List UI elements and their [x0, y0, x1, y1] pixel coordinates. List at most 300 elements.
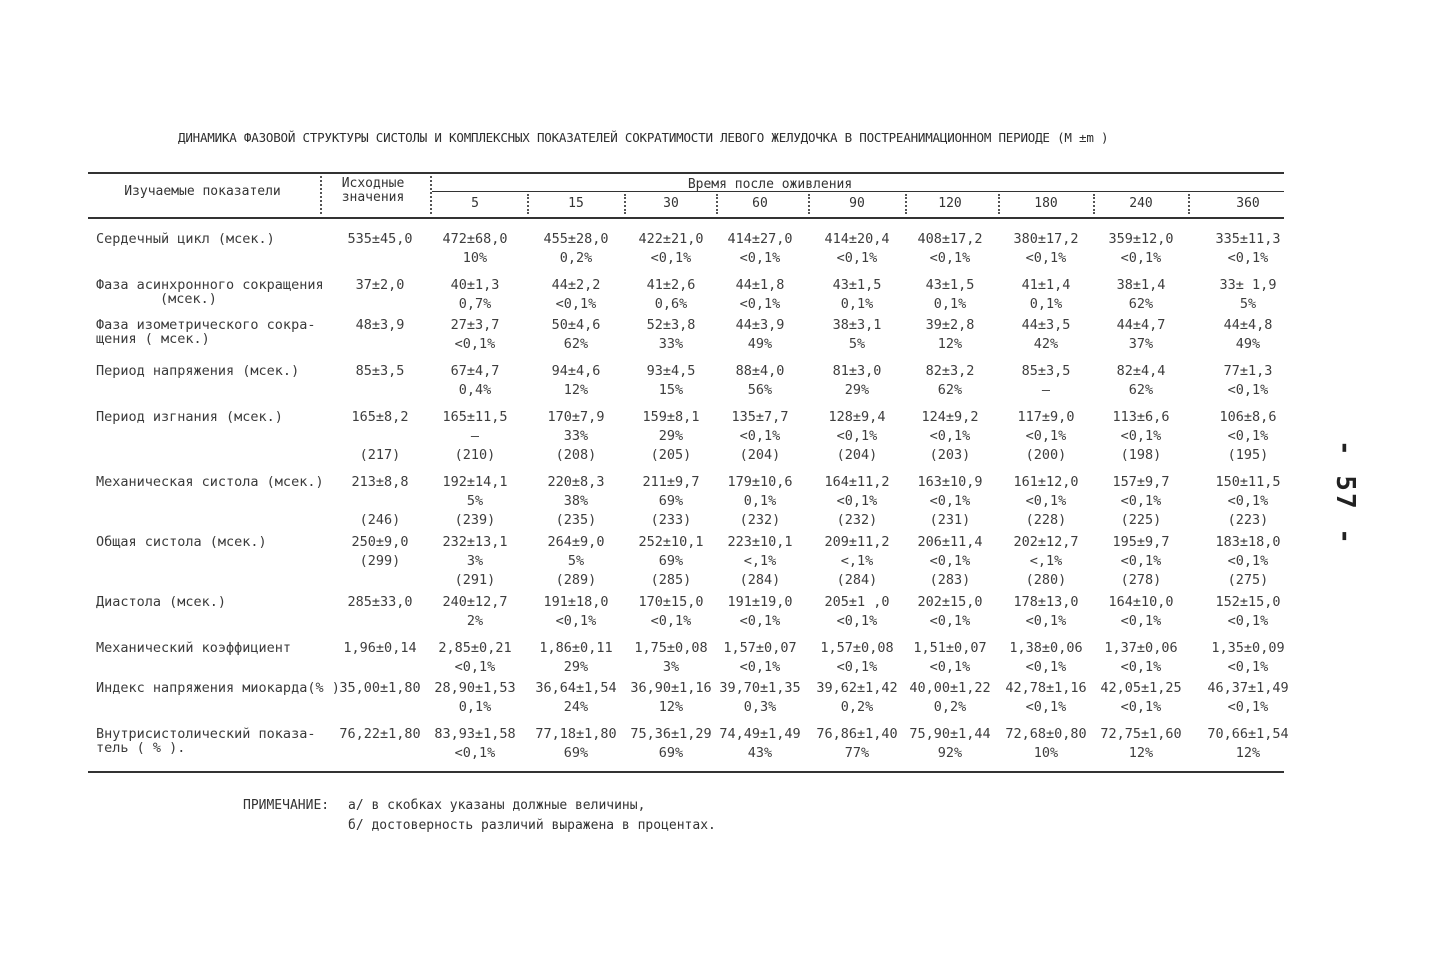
row-label — [96, 364, 299, 378]
cell-line: (223) — [1227, 512, 1269, 528]
cell-line: (239) — [454, 512, 496, 528]
cell-line: 1,35±0,09 — [1211, 640, 1285, 656]
row-label-line: Общая систола (мсек.) — [96, 534, 267, 550]
cell-line: 535±45,0 — [347, 231, 413, 247]
cell-line: 414±20,4 — [824, 231, 890, 247]
cell-line: 264±9,0 — [547, 534, 605, 550]
table-cell — [1081, 533, 1201, 590]
row-label — [96, 318, 315, 346]
cell-line: 82±3,2 — [925, 363, 975, 379]
cell-line: 170±15,0 — [638, 594, 704, 610]
row-label-line: Внутрисистолический показа- — [96, 726, 316, 742]
time-header: 90 — [849, 196, 865, 211]
cell-line: 1,75±0,08 — [634, 640, 708, 656]
time-header: 5 — [471, 196, 479, 211]
time-header: 240 — [1129, 196, 1153, 211]
cell-line: 88±4,0 — [735, 363, 785, 379]
cell-line: <0,1% — [454, 745, 496, 761]
note-line-b: б/ достоверность различий выражена в процентах. — [348, 818, 716, 833]
cell-line: 43% — [747, 745, 773, 761]
cell-line: 85±3,5 — [1021, 363, 1071, 379]
cell-line: <0,1% — [1025, 659, 1067, 675]
cell-line: <0,1% — [929, 553, 971, 569]
cell-line: 77,18±1,80 — [535, 726, 617, 742]
cell-line: 36,90±1,16 — [630, 680, 712, 696]
cell-line: 42,05±1,25 — [1100, 680, 1182, 696]
cell-line: 40±1,3 — [450, 277, 500, 293]
cell-line: <0,1% — [1227, 699, 1269, 715]
row-label-line: Механическая систола (мсек.) — [96, 474, 324, 490]
cell-line: 28,90±1,53 — [434, 680, 516, 696]
row-label-line: Фаза изометрического сокра- — [96, 317, 316, 333]
cell-line: 29% — [658, 428, 684, 444]
row-label-line: Индекс напряжения миокарда(% ) — [96, 680, 340, 696]
time-header-divider — [905, 194, 907, 214]
cell-line: 12% — [563, 382, 589, 398]
cell-line: 37% — [1128, 336, 1154, 352]
cell-line: <,1% — [840, 553, 874, 569]
cell-line: 0,1% — [933, 296, 967, 312]
cell-line: 192±14,1 — [442, 474, 508, 490]
cell-line: 191±19,0 — [727, 594, 793, 610]
cell-line: (203) — [929, 447, 971, 463]
cell-line: <0,1% — [1227, 250, 1269, 266]
cell-line: 77±1,3 — [1223, 363, 1273, 379]
cell-line: (291) — [454, 572, 496, 588]
table-cell — [1188, 408, 1308, 465]
cell-line: 75,36±1,29 — [630, 726, 712, 742]
page-number: - 57 - — [1330, 440, 1360, 546]
cell-line: 69% — [658, 493, 684, 509]
table-cell — [1081, 362, 1201, 400]
cell-line: 33% — [563, 428, 589, 444]
cell-line: 414±27,0 — [727, 231, 793, 247]
time-header-divider — [808, 194, 810, 214]
cell-line: 48±3,9 — [355, 317, 405, 333]
cell-line: 0,4% — [458, 382, 492, 398]
cell-line: (210) — [454, 447, 496, 463]
table-cell — [1081, 316, 1201, 354]
cell-line: (204) — [739, 447, 781, 463]
cell-line: 40,00±1,22 — [909, 680, 991, 696]
cell-line: <0,1% — [836, 250, 878, 266]
cell-line: 62% — [937, 382, 963, 398]
row-label — [96, 641, 291, 655]
cell-line: <0,1% — [1120, 699, 1162, 715]
cell-line: (232) — [836, 512, 878, 528]
time-header-divider — [527, 194, 529, 214]
cell-line: 12% — [1128, 745, 1154, 761]
cell-line: 178±13,0 — [1013, 594, 1079, 610]
cell-line: 165±8,2 — [351, 409, 409, 425]
cell-line: <0,1% — [1120, 493, 1162, 509]
cell-line: 164±10,0 — [1108, 594, 1174, 610]
cell-line: 240±12,7 — [442, 594, 508, 610]
header-bottom-rule — [88, 217, 1284, 219]
cell-line: 170±7,9 — [547, 409, 605, 425]
cell-line: 165±11,5 — [442, 409, 508, 425]
cell-line: 92% — [937, 745, 963, 761]
cell-line: 191±18,0 — [543, 594, 609, 610]
cell-line: 52±3,8 — [646, 317, 696, 333]
table-cell — [1188, 679, 1308, 717]
cell-line: 39±2,8 — [925, 317, 975, 333]
cell-line: 205±1 ,0 — [824, 594, 890, 610]
cell-line: 81±3,0 — [832, 363, 882, 379]
table-cell — [1081, 725, 1201, 763]
time-group-header: Время после оживления — [687, 177, 853, 192]
cell-line: <0,1% — [739, 428, 781, 444]
cell-line: <0,1% — [1120, 659, 1162, 675]
cell-line: 56% — [747, 382, 773, 398]
cell-line: 94±4,6 — [551, 363, 601, 379]
note-label: ПРИМЕЧАНИЕ: — [243, 798, 330, 813]
cell-line: 0,2% — [933, 699, 967, 715]
cell-line: 0,1% — [458, 699, 492, 715]
cell-line: 135±7,7 — [731, 409, 789, 425]
cell-line: 113±6,6 — [1112, 409, 1170, 425]
cell-line: 44±2,2 — [551, 277, 601, 293]
cell-line: 36,64±1,54 — [535, 680, 617, 696]
initial-values-header — [328, 177, 418, 205]
cell-line: 161±12,0 — [1013, 474, 1079, 490]
cell-line: 39,70±1,35 — [719, 680, 801, 696]
cell-line: 72,75±1,60 — [1100, 726, 1182, 742]
cell-line: <0,1% — [929, 659, 971, 675]
cell-line: 0,6% — [654, 296, 688, 312]
table-cell — [1081, 473, 1201, 530]
cell-line: 0,2% — [840, 699, 874, 715]
cell-line: 195±9,7 — [1112, 534, 1170, 550]
cell-line: 33% — [658, 336, 684, 352]
cell-line: <0,1% — [739, 659, 781, 675]
cell-line: (299) — [359, 553, 401, 569]
time-header: 60 — [752, 196, 768, 211]
cell-line: 455±28,0 — [543, 231, 609, 247]
cell-line: <0,1% — [929, 250, 971, 266]
cell-line: 74,49±1,49 — [719, 726, 801, 742]
table-cell — [1081, 639, 1201, 677]
cell-line: 213±8,8 — [351, 474, 409, 490]
row-label — [96, 595, 226, 609]
cell-line: 211±9,7 — [642, 474, 700, 490]
row-label-line: (мсек.) — [160, 291, 217, 307]
table-cell — [1188, 316, 1308, 354]
cell-line: 72,68±0,80 — [1005, 726, 1087, 742]
cell-line: <0,1% — [836, 659, 878, 675]
cell-line: 49% — [1235, 336, 1261, 352]
cell-line: <,1% — [1029, 553, 1063, 569]
row-label-line: Период напряжения (мсек.) — [96, 363, 300, 379]
cell-line: <0,1% — [929, 493, 971, 509]
cell-line: (235) — [555, 512, 597, 528]
indicator-header: Изучаемые показатели — [124, 184, 281, 199]
row-label — [96, 535, 267, 549]
cell-line: 76,86±1,40 — [816, 726, 898, 742]
cell-line: 44±4,8 — [1223, 317, 1273, 333]
cell-line: 183±18,0 — [1215, 534, 1281, 550]
cell-line: (232) — [739, 512, 781, 528]
table-bottom-rule — [88, 771, 1284, 773]
cell-line: 164±11,2 — [824, 474, 890, 490]
cell-line: 335±11,3 — [1215, 231, 1281, 247]
time-header-divider — [716, 194, 718, 214]
cell-line: 62% — [1128, 296, 1154, 312]
cell-line: (208) — [555, 447, 597, 463]
table-cell — [1081, 276, 1201, 314]
cell-line: (284) — [739, 572, 781, 588]
cell-line: 69% — [563, 745, 589, 761]
cell-line: 1,51±0,07 — [913, 640, 987, 656]
cell-line: 359±12,0 — [1108, 231, 1174, 247]
cell-line: <0,1% — [555, 296, 597, 312]
cell-line: 0,3% — [743, 699, 777, 715]
cell-line: (289) — [555, 572, 597, 588]
cell-line: 76,22±1,80 — [339, 726, 421, 742]
cell-line: 44±4,7 — [1116, 317, 1166, 333]
cell-line: 85±3,5 — [355, 363, 405, 379]
cell-line: 42,78±1,16 — [1005, 680, 1087, 696]
cell-line: 5% — [848, 336, 866, 352]
time-header: 360 — [1236, 196, 1260, 211]
cell-line: (228) — [1025, 512, 1067, 528]
cell-line: 39,62±1,42 — [816, 680, 898, 696]
cell-line: <,1% — [743, 553, 777, 569]
cell-line: (195) — [1227, 447, 1269, 463]
cell-line: <0,1% — [1227, 382, 1269, 398]
cell-line: 12% — [658, 699, 684, 715]
cell-line: 250±9,0 — [351, 534, 409, 550]
row-label-line: Период изгнания (мсек.) — [96, 409, 283, 425]
cell-line: <0,1% — [1227, 613, 1269, 629]
cell-line: 93±4,5 — [646, 363, 696, 379]
cell-line: 163±10,9 — [917, 474, 983, 490]
cell-line: <0,1% — [739, 613, 781, 629]
cell-line: 38% — [563, 493, 589, 509]
cell-line: 5% — [1239, 296, 1257, 312]
table-cell — [1188, 533, 1308, 590]
cell-line: <0,1% — [1025, 699, 1067, 715]
row-label — [96, 681, 340, 695]
cell-line: 0,1% — [1029, 296, 1063, 312]
cell-line: 69% — [658, 553, 684, 569]
cell-line: <0,1% — [1025, 493, 1067, 509]
cell-line: 220±8,3 — [547, 474, 605, 490]
cell-line: 33± 1,9 — [1219, 277, 1277, 293]
table-cell — [1188, 473, 1308, 530]
cell-line: 43±1,5 — [832, 277, 882, 293]
cell-line: <0,1% — [454, 659, 496, 675]
cell-line: 0,7% — [458, 296, 492, 312]
cell-line: <0,1% — [1227, 553, 1269, 569]
cell-line: (205) — [650, 447, 692, 463]
cell-line: <0,1% — [555, 613, 597, 629]
cell-line: (246) — [359, 512, 401, 528]
cell-line: 1,86±0,11 — [539, 640, 613, 656]
cell-line: <0,1% — [1025, 428, 1067, 444]
table-cell — [1081, 679, 1201, 717]
cell-line: <0,1% — [929, 613, 971, 629]
cell-line: 0,2% — [559, 250, 593, 266]
cell-line: 202±15,0 — [917, 594, 983, 610]
cell-line: 232±13,1 — [442, 534, 508, 550]
cell-line: 2% — [466, 613, 484, 629]
cell-line: 1,57±0,08 — [820, 640, 894, 656]
cell-line: 1,57±0,07 — [723, 640, 797, 656]
cell-line: (198) — [1120, 447, 1162, 463]
cell-line: 46,37±1,49 — [1207, 680, 1289, 696]
cell-line: 62% — [563, 336, 589, 352]
cell-line: 75,90±1,44 — [909, 726, 991, 742]
table-cell — [1188, 725, 1308, 763]
cell-line: 422±21,0 — [638, 231, 704, 247]
header-divider — [430, 176, 432, 214]
cell-line: 69% — [658, 745, 684, 761]
cell-line: 37±2,0 — [355, 277, 405, 293]
cell-line: 1,96±0,14 — [343, 640, 417, 656]
time-header-divider — [998, 194, 1000, 214]
cell-line: 62% — [1128, 382, 1154, 398]
note-line-a: а/ в скобках указаны должные величины, — [348, 798, 646, 813]
cell-line: 117±9,0 — [1017, 409, 1075, 425]
cell-line: 0,1% — [840, 296, 874, 312]
row-label-line: щения ( мсек.) — [96, 331, 210, 347]
cell-line: 206±11,4 — [917, 534, 983, 550]
cell-line: 35,00±1,80 — [339, 680, 421, 696]
cell-line: <0,1% — [1025, 613, 1067, 629]
cell-line: (204) — [836, 447, 878, 463]
header-divider — [320, 176, 322, 214]
cell-line: (217) — [359, 447, 401, 463]
cell-line: (284) — [836, 572, 878, 588]
table-title: ДИНАМИКА ФАЗОВОЙ СТРУКТУРЫ СИСТОЛЫ И КОМПЛЕКСНЫХ ПОКАЗАТЕЛЕЙ СОКРАТИМОСТИ ЛЕВОГО ЖЕЛУДОЧКА В ПОСТРЕАНИМАЦИОННОМ ПЕРИОДЕ (М ±m ) — [178, 130, 1109, 145]
cell-line: 285±33,0 — [347, 594, 413, 610]
table-cell — [1081, 230, 1201, 268]
cell-line: 38±3,1 — [832, 317, 882, 333]
cell-line: (285) — [650, 572, 692, 588]
cell-line: <0,1% — [836, 613, 878, 629]
table-cell — [1188, 230, 1308, 268]
cell-line: 5% — [567, 553, 585, 569]
row-label-line: Диастола (мсек.) — [96, 594, 227, 610]
cell-line: (231) — [929, 512, 971, 528]
cell-line: <0,1% — [739, 296, 781, 312]
cell-line: 29% — [563, 659, 589, 675]
cell-line: 27±3,7 — [450, 317, 500, 333]
cell-line: 202±12,7 — [1013, 534, 1079, 550]
cell-line: <0,1% — [836, 493, 878, 509]
time-header: 15 — [568, 196, 584, 211]
cell-line: (233) — [650, 512, 692, 528]
cell-line: 0,1% — [743, 493, 777, 509]
initial-header-line2: значения — [341, 190, 405, 205]
cell-line: 408±17,2 — [917, 231, 983, 247]
row-label — [96, 410, 283, 424]
cell-line: 252±10,1 — [638, 534, 704, 550]
cell-line: (275) — [1227, 572, 1269, 588]
cell-line: 472±68,0 — [442, 231, 508, 247]
cell-line: 2,85±0,21 — [438, 640, 512, 656]
cell-line: 10% — [462, 250, 488, 266]
cell-line: <0,1% — [1227, 493, 1269, 509]
row-label-line: Фаза асинхронного сокращения — [96, 277, 324, 293]
cell-line: <0,1% — [929, 428, 971, 444]
cell-line: 124±9,2 — [921, 409, 979, 425]
cell-line: <0,1% — [1120, 613, 1162, 629]
top-rule — [88, 172, 1284, 174]
table-cell — [1188, 362, 1308, 400]
cell-line: 44±3,9 — [735, 317, 785, 333]
cell-line: 41±1,4 — [1021, 277, 1071, 293]
cell-line: 15% — [658, 382, 684, 398]
table-cell — [1188, 639, 1308, 677]
cell-line: 42% — [1033, 336, 1059, 352]
cell-line: – — [470, 428, 480, 444]
cell-line: 82±4,4 — [1116, 363, 1166, 379]
table-cell — [1188, 276, 1308, 314]
cell-line: (278) — [1120, 572, 1162, 588]
cell-line: 150±11,5 — [1215, 474, 1281, 490]
cell-line: 1,37±0,06 — [1104, 640, 1178, 656]
cell-line: 3% — [466, 553, 484, 569]
row-label — [96, 278, 324, 306]
cell-line: 41±2,6 — [646, 277, 696, 293]
table-cell — [1081, 408, 1201, 465]
cell-line: (283) — [929, 572, 971, 588]
cell-line: 10% — [1033, 745, 1059, 761]
time-header: 180 — [1034, 196, 1058, 211]
row-label-line: Сердечный цикл (мсек.) — [96, 231, 275, 247]
time-header-divider — [1188, 194, 1190, 214]
cell-line: 106±8,6 — [1219, 409, 1277, 425]
cell-line: 380±17,2 — [1013, 231, 1079, 247]
cell-line: (280) — [1025, 572, 1067, 588]
initial-header-line1: Исходные — [341, 176, 405, 191]
cell-line: 38±1,4 — [1116, 277, 1166, 293]
cell-line: <0,1% — [739, 250, 781, 266]
table-cell — [1188, 593, 1308, 631]
cell-line: <0,1% — [1120, 553, 1162, 569]
row-label-line: Механический коэффициент — [96, 640, 292, 656]
cell-line: <0,1% — [1227, 659, 1269, 675]
cell-line: 43±1,5 — [925, 277, 975, 293]
cell-line: <0,1% — [454, 336, 496, 352]
cell-line: 77% — [844, 745, 870, 761]
row-label — [96, 475, 324, 489]
cell-line: 209±11,2 — [824, 534, 890, 550]
cell-line: <0,1% — [1025, 250, 1067, 266]
cell-line: 50±4,6 — [551, 317, 601, 333]
cell-line: <0,1% — [650, 613, 692, 629]
cell-line: 3% — [662, 659, 680, 675]
cell-line: 1,38±0,06 — [1009, 640, 1083, 656]
table-cell — [1081, 593, 1201, 631]
cell-line: (200) — [1025, 447, 1067, 463]
cell-line: <0,1% — [1227, 428, 1269, 444]
cell-line: 12% — [937, 336, 963, 352]
cell-line: <0,1% — [1120, 250, 1162, 266]
row-label — [96, 727, 315, 755]
row-label-line: тель ( % ). — [96, 740, 186, 756]
cell-line: 152±15,0 — [1215, 594, 1281, 610]
cell-line: 179±10,6 — [727, 474, 793, 490]
cell-line: 5% — [466, 493, 484, 509]
cell-line: 44±3,5 — [1021, 317, 1071, 333]
cell-line: 128±9,4 — [828, 409, 886, 425]
cell-line: 49% — [747, 336, 773, 352]
cell-line: 83,93±1,58 — [434, 726, 516, 742]
cell-line: 159±8,1 — [642, 409, 700, 425]
